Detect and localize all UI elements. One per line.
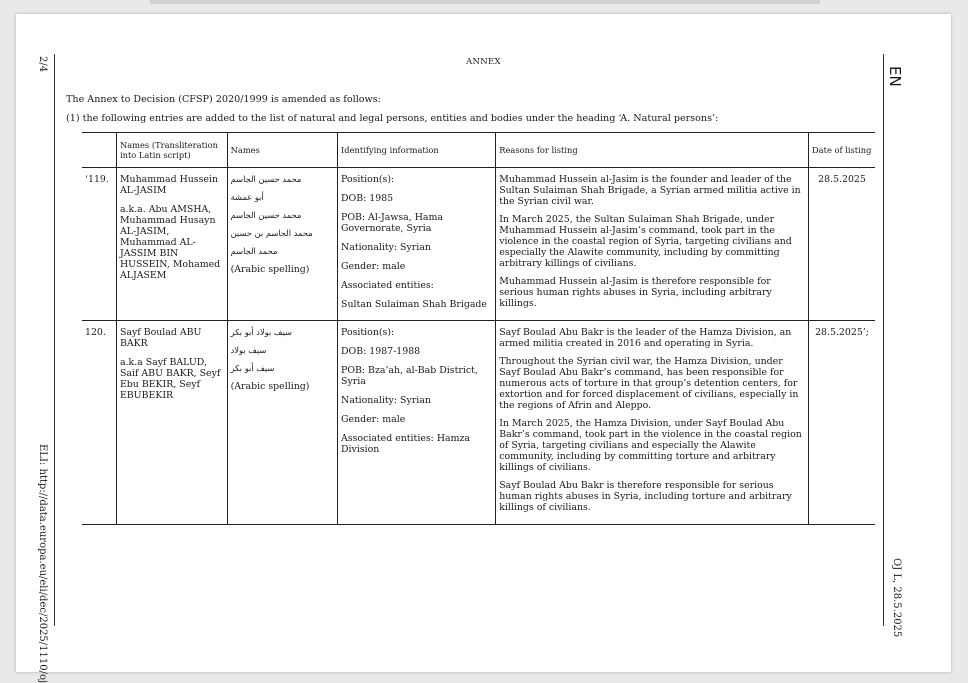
header-identifying: Identifying information <box>338 133 496 168</box>
identifying-line: Associated entities: Hamza Division <box>341 433 471 455</box>
reasons-cell <box>496 321 809 525</box>
identifying-line: Nationality: Syrian <box>341 242 431 253</box>
table-row <box>82 168 875 321</box>
header-reasons: Reasons for listing <box>496 133 809 168</box>
reason-paragraph: Throughout the Syrian civil war, the Hamza Division, under Sayf Boulad Abu Bakr’s command, has been responsible for numerous acts of torture in that group’s detention centers, for extortion and for forced displacement of civilians, especially in the regions of Afrin and Aleppo. <box>499 356 799 411</box>
identifying-line: Associated entities: <box>341 280 434 291</box>
left-margin-rule <box>54 54 55 626</box>
document-page <box>16 14 951 683</box>
latin-primary-name: Muhammad Hussein AL-JASIM <box>119 174 218 196</box>
arabic-name: محمد حسين الجاسم <box>230 210 302 220</box>
table-row <box>82 321 875 525</box>
arabic-names-cell <box>227 168 337 321</box>
header-latin-names: Names (Transliteration into Latin script) <box>116 133 227 168</box>
reason-paragraph: Sayf Boulad Abu Bakr is the leader of the Hamza Division, an armed militia created in 2016 and operating in Syria. <box>499 327 792 349</box>
header-names: Names <box>227 133 337 168</box>
arabic-name: محمد الجاسم بن حسين <box>230 228 313 238</box>
identifying-line: Nationality: Syrian <box>341 395 431 406</box>
item-line: (1) the following entries are added to the list of natural and legal persons, entities and bodies under the heading ‘A. Natural persons’: <box>66 113 719 124</box>
table-header-row <box>82 133 875 168</box>
listing-date: 28.5.2025 <box>809 168 875 321</box>
identifying-line: Gender: male <box>341 414 406 425</box>
entry-number: 120. <box>82 321 116 525</box>
arabic-names-cell <box>227 321 337 525</box>
latin-names-cell <box>116 321 227 525</box>
reason-paragraph: Muhammad Hussein al-Jasim is therefore responsible for serious human rights abuses in Syria, including arbitrary killings. <box>499 276 772 309</box>
identifying-line: DOB: 1987-1988 <box>341 346 421 357</box>
arabic-spelling-note: (Arabic spelling) <box>230 381 310 392</box>
listing-date: 28.5.2025’; <box>809 321 875 525</box>
arabic-name: سيف أبو بكر <box>230 363 275 373</box>
latin-names-cell <box>116 168 227 321</box>
eli-reference: ELI: http://data.europa.eu/eli/dec/2025/1110/oj <box>37 444 48 683</box>
arabic-name: أبو عمشة <box>230 192 264 202</box>
reason-paragraph: Muhammad Hussein al-Jasim is the founder and leader of the Sultan Sulaiman Shah Brigade, a Syrian armed militia active in the Syrian civil war. <box>499 174 801 207</box>
identifying-line: POB: Bza’ah, al-Bab District, Syria <box>341 365 478 387</box>
latin-aka-names: a.k.a Sayf BALUD, Saif ABU BAKR, Seyf Ebu BEKIR, Seyf EBUBEKIR <box>119 357 221 401</box>
oj-reference: OJ L, 28.5.2025 <box>891 558 902 638</box>
sanctions-table <box>82 132 875 525</box>
reasons-cell <box>496 168 809 321</box>
latin-primary-name: Sayf Boulad ABU BAKR <box>119 327 202 349</box>
identifying-info-cell <box>338 168 496 321</box>
identifying-line: Position(s): <box>341 327 395 338</box>
header-number <box>82 133 116 168</box>
reason-paragraph: Sayf Boulad Abu Bakr is therefore responsible for serious human rights abuses in Syria, including torture and arbitrary killings of civilians. <box>499 480 792 513</box>
reason-paragraph: In March 2025, the Sultan Sulaiman Shah Brigade, under Muhammad Hussein al-Jasim’s command, took part in the violence in the coastal region of Syria, targeting civilians and especially the Alawite community, including by committing arbitrary killings of civilians. <box>499 214 792 269</box>
identifying-line: DOB: 1985 <box>341 193 394 204</box>
identifying-line: POB: Al-Jawsa, Hama Governorate, Syria <box>341 212 443 234</box>
intro-line: The Annex to Decision (CFSP) 2020/1999 is amended as follows: <box>66 94 381 105</box>
identifying-info-cell <box>338 321 496 525</box>
arabic-name: محمد الجاسم <box>230 246 278 256</box>
identifying-line: Gender: male <box>341 261 406 272</box>
reason-paragraph: In March 2025, the Hamza Division, under Sayf Boulad Abu Bakr’s command, took part in the violence in the coastal region of Syria, targeting civilians and especially the Alawite community, including by committing torture and arbitrary killings of civilians. <box>499 418 802 473</box>
page-number: 2/4 <box>37 56 48 73</box>
arabic-name: سيف بولاد <box>230 345 267 355</box>
annex-heading: ANNEX <box>466 57 501 67</box>
header-date: Date of listing <box>809 133 875 168</box>
latin-aka-names: a.k.a. Abu AMSHA, Muhammad Husayn AL-JASIM, Muhammad AL-JASSIM BIN HUSSEIN, Mohamed ALJASEM <box>119 204 221 281</box>
viewer-scrollbar-hint <box>150 0 820 4</box>
arabic-name: سيف بولاد أبو بكر <box>230 327 292 337</box>
identifying-line: Sultan Sulaiman Shah Brigade <box>341 299 487 310</box>
entry-number: ‘119. <box>82 168 116 321</box>
identifying-line: Position(s): <box>341 174 395 185</box>
arabic-spelling-note: (Arabic spelling) <box>230 264 310 275</box>
language-code: EN <box>886 66 904 87</box>
arabic-name: محمد حسين الجاسم <box>230 174 302 184</box>
right-margin-rule <box>883 54 884 626</box>
